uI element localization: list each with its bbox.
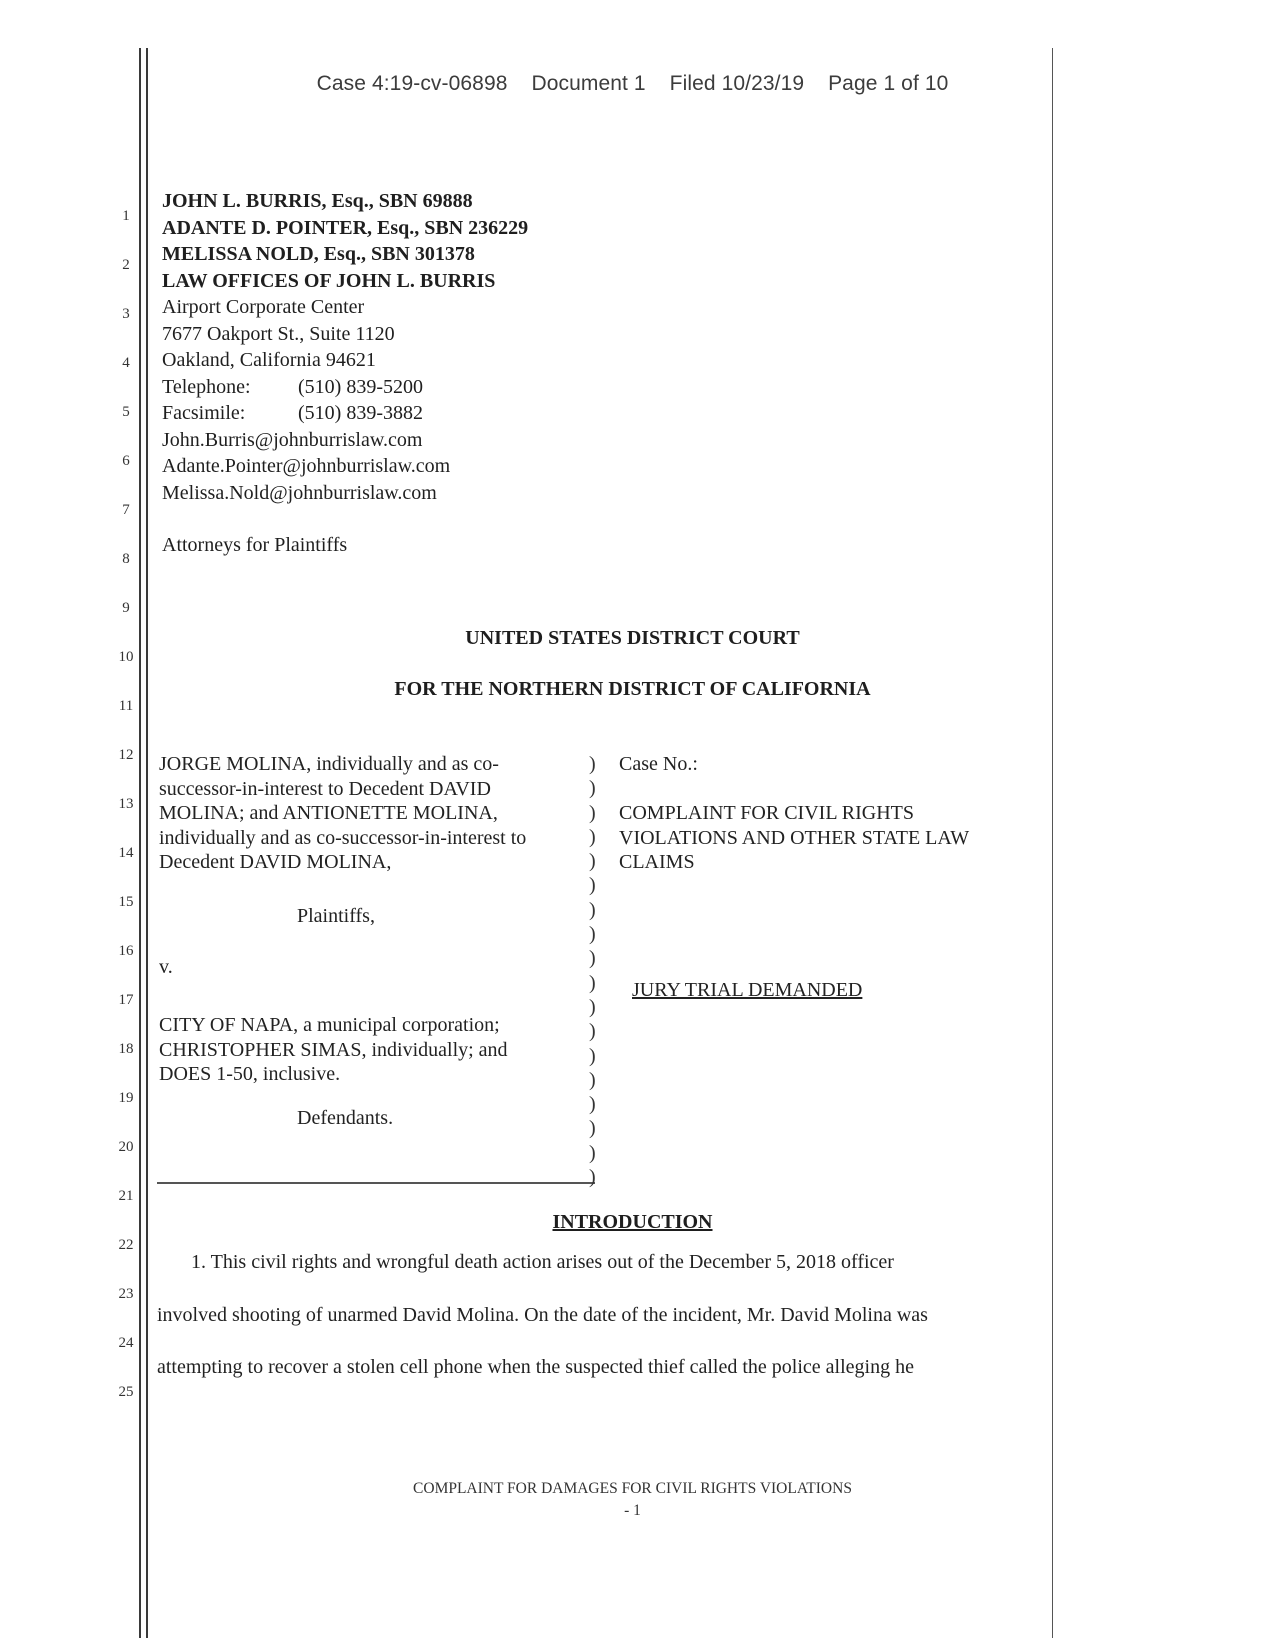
intro-paragraph-line: 1. This civil rights and wrongful death action arises out of the December 5, 2018 officer [191, 1251, 894, 1273]
line-number: 13 [118, 796, 134, 812]
line-number: 6 [122, 453, 130, 469]
line-number: 16 [118, 943, 134, 959]
paren: ) [589, 1093, 596, 1116]
line-number: 1 [122, 208, 130, 224]
caption-defendants [159, 1013, 508, 1087]
introduction-heading: INTRODUCTION [552, 1211, 713, 1233]
complaint-title [619, 801, 969, 875]
intro-paragraph-line: attempting to recover a stolen cell phone when the suspected thief called the police alleging he [157, 1356, 914, 1378]
paren: ) [589, 971, 596, 994]
paren: ) [589, 1166, 596, 1189]
jury-trial-demand: JURY TRIAL DEMANDED [632, 979, 863, 1001]
line-number: 21 [118, 1188, 134, 1204]
defendant-line: CHRISTOPHER SIMAS, individually; and [159, 1038, 508, 1061]
left-margin-rule-inner [146, 48, 148, 1638]
line-number: 7 [122, 502, 130, 518]
line-number: 8 [122, 551, 130, 567]
line-number: 3 [122, 306, 130, 322]
address-line: Oakland, California 94621 [162, 349, 376, 371]
email: John.Burris@johnburrislaw.com [162, 428, 423, 451]
document-number: Document 1 [531, 72, 646, 95]
line-number: 14 [118, 845, 134, 861]
complaint-title-line: CLAIMS [619, 851, 695, 873]
line-number: 25 [118, 1384, 134, 1400]
attorney-name: ADANTE D. POINTER, Esq., SBN 236229 [162, 216, 529, 239]
filed-date: Filed 10/23/19 [669, 72, 805, 95]
paren: ) [589, 995, 596, 1018]
paren: ) [589, 850, 596, 873]
plaintiff-line: JORGE MOLINA, individually and as co- [159, 753, 499, 775]
plaintiff-line: MOLINA; and ANTIONETTE MOLINA, [159, 802, 498, 824]
law-firm-name: LAW OFFICES OF JOHN L. BURRIS [162, 269, 496, 292]
line-number: 20 [118, 1139, 134, 1155]
footer-title: COMPLAINT FOR DAMAGES FOR CIVIL RIGHTS VIOLATIONS [413, 1480, 852, 1497]
paren: ) [589, 777, 596, 800]
line-number: 5 [122, 404, 130, 420]
versus: v. [159, 956, 173, 978]
caption-paren-column [589, 752, 596, 1189]
paren: ) [589, 898, 596, 921]
paren: ) [589, 1141, 596, 1164]
telephone-label: Telephone: [162, 375, 251, 398]
paren: ) [589, 1117, 596, 1140]
email: Melissa.Nold@johnburrislaw.com [162, 481, 437, 504]
line-number: 2 [122, 257, 130, 273]
address-line: 7677 Oakport St., Suite 1120 [162, 322, 395, 345]
address-line: Airport Corporate Center [162, 296, 365, 318]
facsimile-row [162, 400, 528, 427]
right-margin-rule [1052, 48, 1053, 1638]
case-number-label: Case No.: [619, 753, 698, 775]
telephone-row [162, 374, 528, 401]
line-number: 23 [118, 1286, 134, 1302]
plaintiff-line: individually and as co-successor-in-interest to [159, 826, 527, 849]
court-district: FOR THE NORTHERN DISTRICT OF CALIFORNIA [394, 678, 871, 700]
complaint-title-line: VIOLATIONS AND OTHER STATE LAW [619, 826, 970, 849]
ecf-header [0, 72, 1265, 96]
email: Adante.Pointer@johnburrislaw.com [162, 455, 451, 477]
facsimile-label: Facsimile: [162, 402, 246, 424]
paren: ) [589, 947, 596, 970]
attorney-block [162, 188, 528, 559]
paren: ) [589, 923, 596, 946]
case-number: Case 4:19-cv-06898 [316, 72, 508, 95]
facsimile-value: (510) 839-3882 [298, 402, 423, 424]
line-number: 19 [118, 1090, 134, 1106]
defendant-line: CITY OF NAPA, a municipal corporation; [159, 1014, 500, 1036]
intro-paragraph-line: involved shooting of unarmed David Molina. On the date of the incident, Mr. David Molina was [157, 1304, 928, 1326]
line-number: 17 [118, 992, 134, 1008]
court-name: UNITED STATES DISTRICT COURT [465, 627, 800, 649]
defendant-line: DOES 1-50, inclusive. [159, 1063, 341, 1085]
telephone-value: (510) 839-5200 [298, 375, 423, 398]
footer-page-number: - 1 [624, 1502, 641, 1519]
attorneys-role: Attorneys for Plaintiffs [162, 534, 348, 556]
paren: ) [589, 801, 596, 824]
line-number: 18 [118, 1041, 134, 1057]
plaintiff-line: Decedent DAVID MOLINA, [159, 851, 392, 873]
plaintiff-line: successor-in-interest to Decedent DAVID [159, 777, 491, 800]
paren: ) [589, 1044, 596, 1067]
plaintiffs-label: Plaintiffs, [297, 905, 375, 927]
caption-bottom-rule [157, 1182, 595, 1184]
complaint-title-line: COMPLAINT FOR CIVIL RIGHTS [619, 802, 915, 824]
paren: ) [589, 1068, 596, 1091]
line-number: 24 [118, 1335, 134, 1351]
line-number: 10 [118, 649, 134, 665]
line-number: 22 [118, 1237, 134, 1253]
defendants-label: Defendants. [297, 1107, 394, 1129]
paren: ) [589, 753, 596, 775]
caption-plaintiffs [159, 752, 526, 875]
line-number: 12 [118, 747, 134, 763]
paren: ) [589, 1020, 596, 1043]
paren: ) [589, 825, 596, 848]
page-indicator: Page 1 of 10 [828, 72, 949, 95]
line-number: 11 [118, 698, 134, 714]
line-number: 15 [118, 894, 134, 910]
paren: ) [589, 874, 596, 897]
attorney-name: JOHN L. BURRIS, Esq., SBN 69888 [162, 190, 473, 212]
attorney-name: MELISSA NOLD, Esq., SBN 301378 [162, 243, 475, 265]
line-number: 4 [122, 355, 130, 371]
line-number: 9 [122, 600, 130, 616]
